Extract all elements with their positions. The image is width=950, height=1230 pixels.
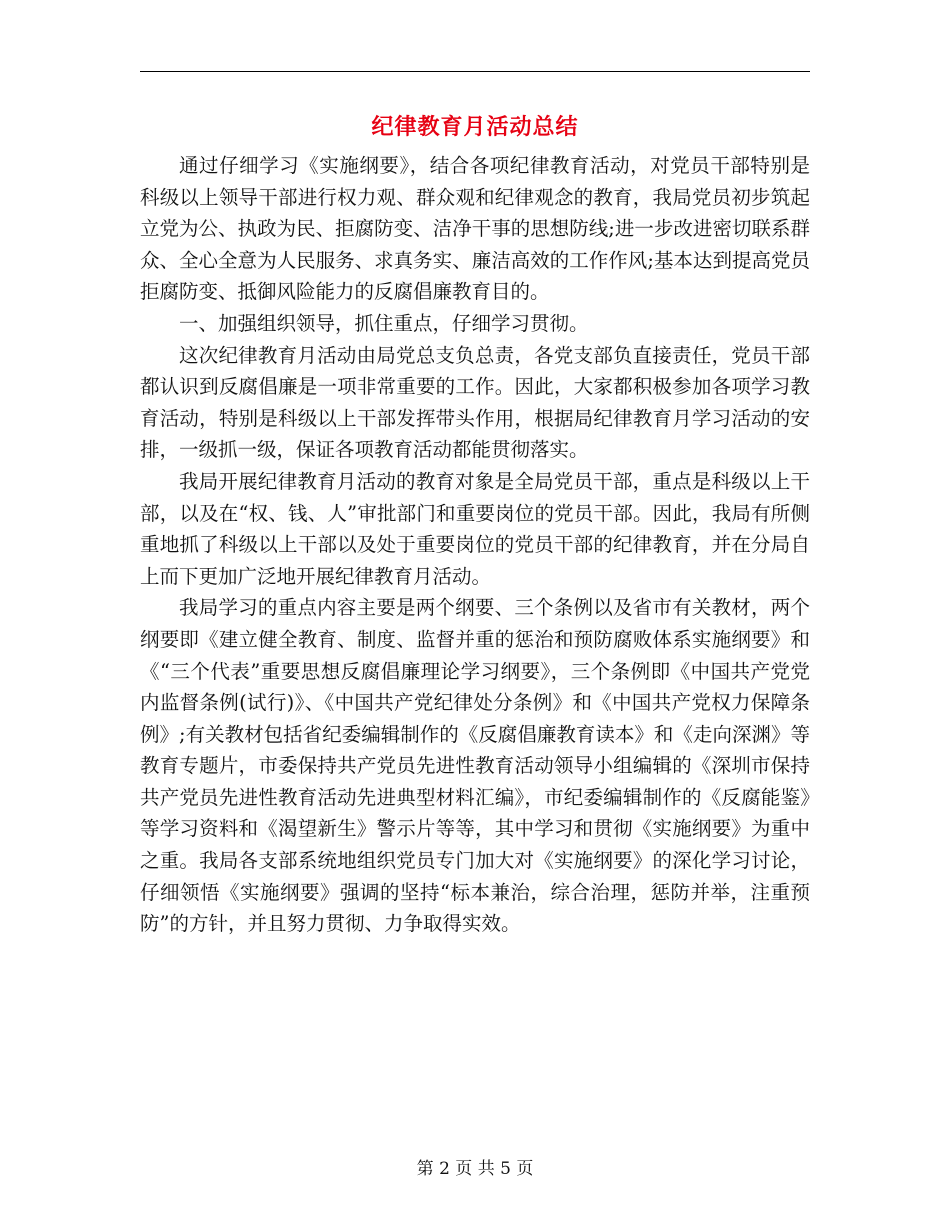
page-footer: 第 2 页 共 5 页 [416, 1159, 534, 1179]
document-body [140, 150, 810, 940]
paragraph-section-heading: 一、加强组织领导，抓住重点，仔细学习贯彻。 [179, 311, 589, 335]
paragraph-study-content: 我局学习的重点内容主要是两个纲要、三个条例以及省市有关教材，两个纲要即《建立健全教育、制度、监督并重的惩治和预防腐败体系实施纲要》和《“三个代表”重要思想反腐倡廉理论学习纲要》，三个条例即《中国共产党党内监督条例(试行)》、《中国共产党纪律处分条例》和《中国共产党权力保障条例》;有关教材包括省纪委编辑制作的《反腐倡廉教育读本》和《走向深渊》等教育专题片，市委保持共产党员先进性教育活动领导小组编辑的《深圳市保持共产党员先进性教育活动先进典型材料汇编》，市纪委编辑制作的《反腐能鉴》等学习资料和《渴望新生》警示片等等，其中学习和贯彻《实施纲要》为重中之重。我局各支部系统地组织党员专门加大对《实施纲要》的深化学习讨论，仔细领悟《实施纲要》强调的坚持“标本兼治，综合治理，惩防并举，注重预防”的方针，并且努力贯彻、力争取得实效。 [140, 596, 810, 936]
paragraph-intro: 通过仔细学习《实施纲要》，结合各项纪律教育活动，对党员干部特别是科级以上领导干部进行权力观、群众观和纪律观念的教育，我局党员初步筑起立党为公、执政为民、拒腐防变、洁净干事的思想防线;进一步改进密切联系群众、全心全意为人民服务、求真务实、廉洁高效的工作作风;基本达到提高党员拒腐防变、抵御风险能力的反腐倡廉教育目的。 [140, 154, 810, 304]
paragraph-targets: 我局开展纪律教育月活动的教育对象是全局党员干部，重点是科级以上干部，以及在“权、钱、人”审批部门和重要岗位的党员干部。因此，我局有所侧重地抓了科级以上干部以及处于重要岗位的党员干部的纪律教育，并在分局自上而下更加广泛地开展纪律教育月活动。 [140, 469, 810, 588]
header-rule [140, 71, 810, 72]
paragraph-organization: 这次纪律教育月活动由局党总支负总责，各党支部负直接责任，党员干部都认识到反腐倡廉是一项非常重要的工作。因此，大家都积极参加各项学习教育活动，特别是科级以上干部发挥带头作用，根据局纪律教育月学习活动的安排，一级抓一级，保证各项教育活动都能贯彻落实。 [140, 343, 810, 462]
document-title: 纪律教育月活动总结 [371, 114, 579, 140]
